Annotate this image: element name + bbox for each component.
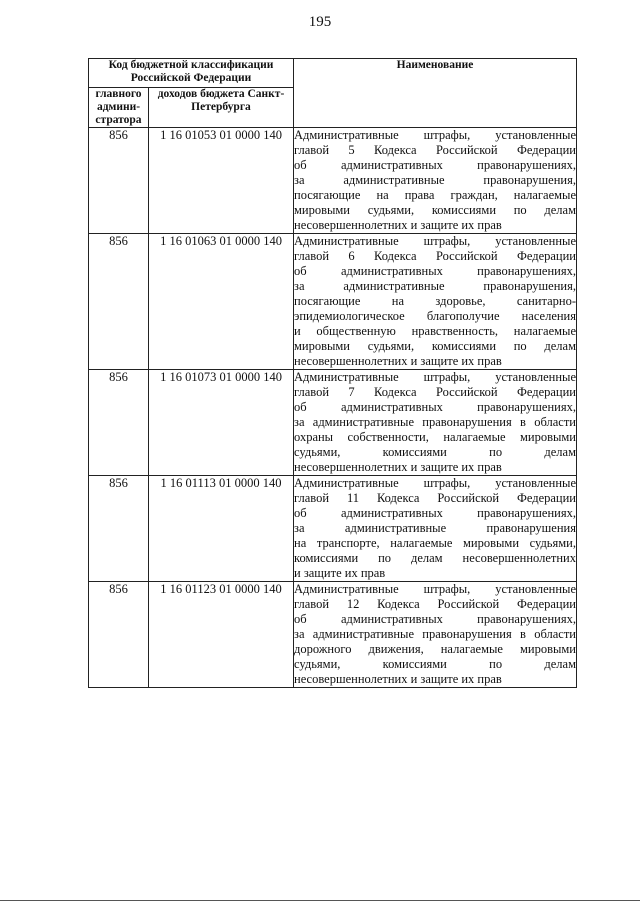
income-code-cell: 1 16 01123 01 0000 140 <box>149 582 294 688</box>
income-code-cell: 1 16 01073 01 0000 140 <box>149 370 294 476</box>
description-line: мировыми судьями, комиссиями по делам <box>294 203 576 217</box>
table-row <box>89 128 577 234</box>
description-line: дорожного движения, налагаемые мировыми <box>294 642 576 656</box>
admin-code-cell: 856 <box>89 476 149 582</box>
description-line: главой 12 Кодекса Российской Федерации <box>294 597 576 611</box>
description-line: Административные штрафы, установленные <box>294 370 576 384</box>
description-line: мировыми судьями, комиссиями по делам <box>294 339 576 353</box>
admin-code-cell: 856 <box>89 582 149 688</box>
income-code-cell: 1 16 01063 01 0000 140 <box>149 234 294 370</box>
header-income: доходов бюджета Санкт-Петербурга <box>149 88 294 128</box>
description-line: несовершеннолетних и защите их прав <box>294 672 502 686</box>
page-number: 195 <box>308 14 332 30</box>
description-line: несовершеннолетних и защите их прав <box>294 460 502 474</box>
description-line: Административные штрафы, установленные <box>294 128 576 142</box>
description-line: посягающие на здоровье, санитарно- <box>294 294 576 308</box>
description-line: и защите их прав <box>294 566 386 580</box>
income-code-cell: 1 16 01053 01 0000 140 <box>149 128 294 234</box>
description-line: эпидемиологическое благополучие населения <box>294 309 576 323</box>
description-line: за административные правонарушения, <box>294 173 576 187</box>
budget-classification-table <box>88 58 577 688</box>
description-line: судьями, комиссиями по делам <box>294 657 576 671</box>
description-line: главой 6 Кодекса Российской Федерации <box>294 249 576 263</box>
description-line: об административных правонарушениях, <box>294 506 576 520</box>
table-row <box>89 234 577 370</box>
description-line: посягающие на права граждан, налагаемые <box>294 188 576 202</box>
description-line: судьями, комиссиями по делам <box>294 445 576 459</box>
description-line: главой 5 Кодекса Российской Федерации <box>294 143 576 157</box>
description-cell <box>294 582 577 688</box>
description-line: Административные штрафы, установленные <box>294 234 576 248</box>
description-line: несовершеннолетних и защите их прав <box>294 354 502 368</box>
scan-edge-line <box>0 900 640 901</box>
description-line: комиссиями по делам несовершеннолетних <box>294 551 576 565</box>
header-classification-code: Код бюджетной классификации Российской Федерации <box>89 59 294 88</box>
description-line: главой 7 Кодекса Российской Федерации <box>294 385 576 399</box>
description-line: за административные правонарушения <box>294 521 576 535</box>
income-code-cell: 1 16 01113 01 0000 140 <box>149 476 294 582</box>
table-row <box>89 476 577 582</box>
header-admin: главного админи-стратора <box>89 88 149 128</box>
admin-code-cell: 856 <box>89 128 149 234</box>
description-line: и общественную нравственность, налагаемые <box>294 324 576 338</box>
header-name: Наименование <box>294 59 577 128</box>
admin-code-cell: 856 <box>89 370 149 476</box>
table-row <box>89 370 577 476</box>
table-row <box>89 582 577 688</box>
table-body <box>89 128 577 688</box>
description-line: за административные правонарушения, <box>294 279 576 293</box>
description-line: за административные правонарушения в области <box>294 627 576 641</box>
description-line: Административные штрафы, установленные <box>294 476 576 490</box>
description-cell <box>294 234 577 370</box>
description-line: об административных правонарушениях, <box>294 264 576 278</box>
description-line: Административные штрафы, установленные <box>294 582 576 596</box>
description-line: охраны собственности, налагаемые мировыми <box>294 430 576 444</box>
description-line: об административных правонарушениях, <box>294 400 576 414</box>
description-line: главой 11 Кодекса Российской Федерации <box>294 491 576 505</box>
description-line: несовершеннолетних и защите их прав <box>294 218 502 232</box>
description-cell <box>294 476 577 582</box>
description-line: за административные правонарушения в области <box>294 415 576 429</box>
description-line: об административных правонарушениях, <box>294 158 576 172</box>
description-line: на транспорте, налагаемые мировыми судьями, <box>294 536 576 550</box>
description-cell <box>294 370 577 476</box>
description-cell <box>294 128 577 234</box>
description-line: об административных правонарушениях, <box>294 612 576 626</box>
admin-code-cell: 856 <box>89 234 149 370</box>
